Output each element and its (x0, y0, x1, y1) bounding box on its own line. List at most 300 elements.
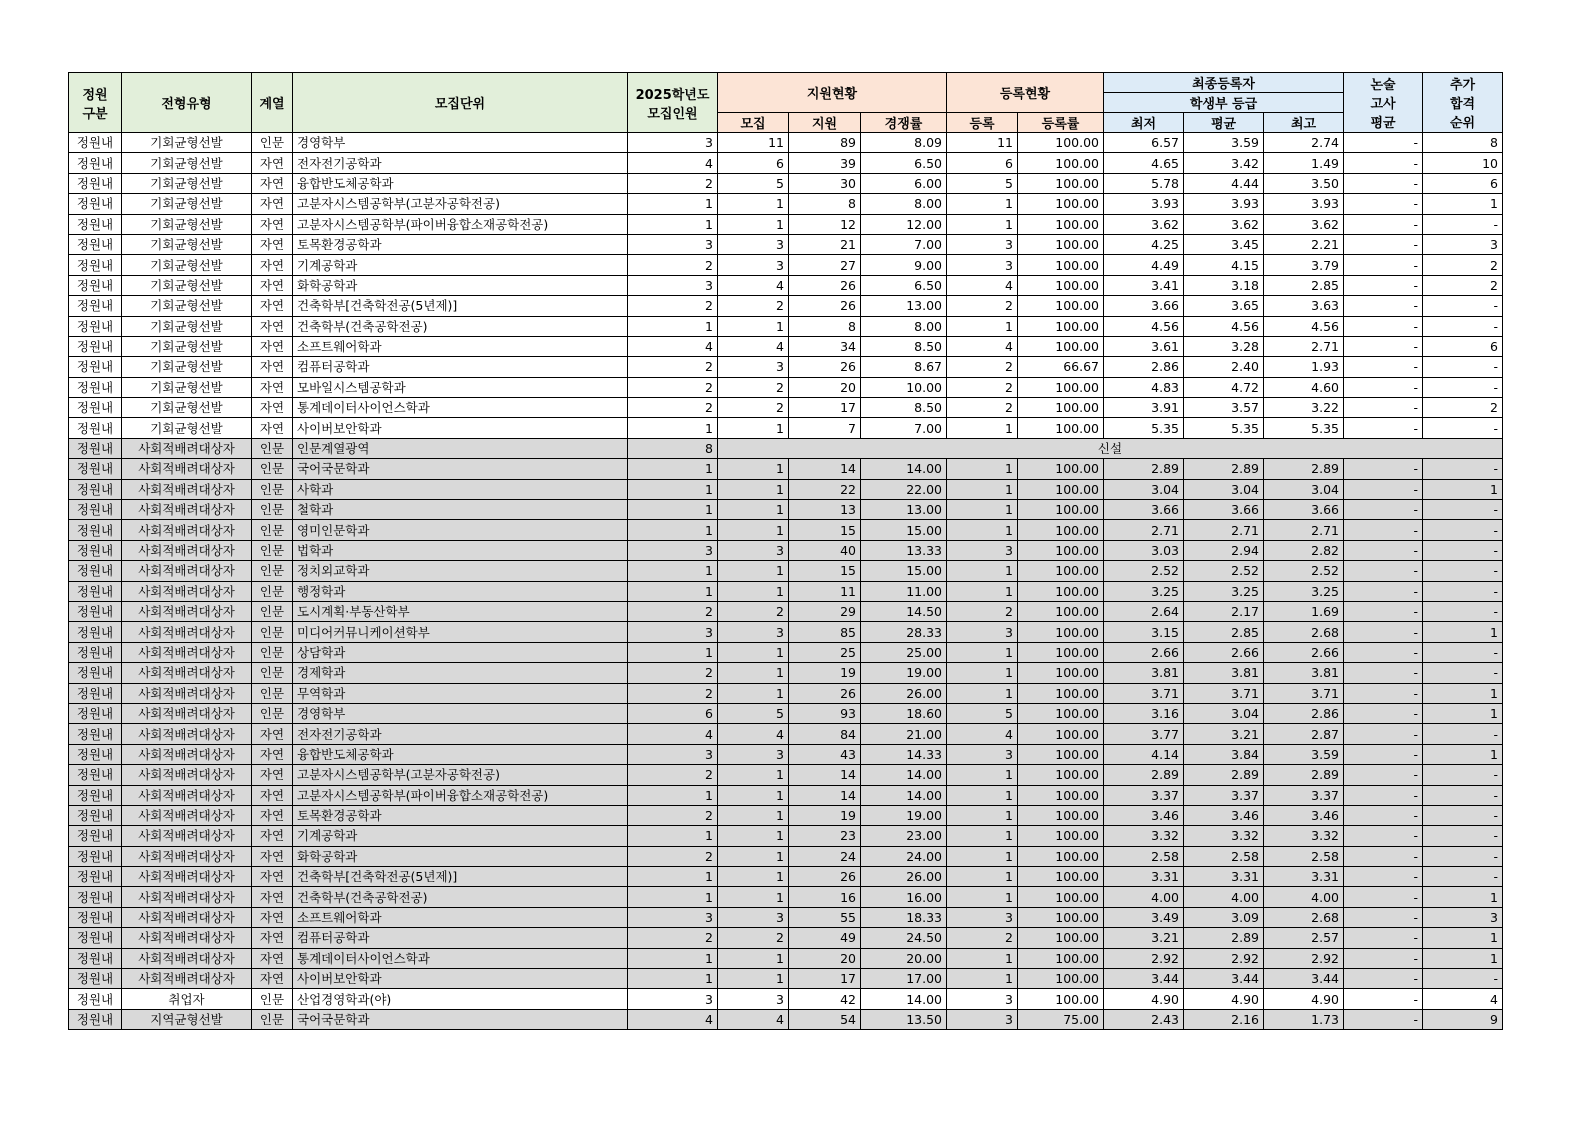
highest-grade-cell: 2.85 (1264, 275, 1344, 295)
track-cell: 자연 (252, 357, 293, 377)
extra-rank-cell: 2 (1423, 398, 1503, 418)
essay-cell: - (1344, 336, 1423, 356)
admission-type-cell: 사회적배려대상자 (122, 581, 252, 601)
registered-cell: 1 (947, 969, 1018, 989)
essay-cell: - (1344, 581, 1423, 601)
reg-rate-cell: 100.00 (1018, 887, 1104, 907)
applicants-cell: 27 (789, 255, 861, 275)
admission-type-cell: 사회적배려대상자 (122, 907, 252, 927)
recruit-cell: 3 (718, 907, 789, 927)
reg-rate-cell: 100.00 (1018, 296, 1104, 316)
registered-cell: 1 (947, 765, 1018, 785)
extra-rank-cell: 6 (1423, 173, 1503, 193)
applicants-cell: 42 (789, 989, 861, 1009)
recruit-cell: 1 (718, 479, 789, 499)
planned-cell: 2 (628, 765, 718, 785)
extra-rank-cell: - (1423, 459, 1503, 479)
average-grade-cell: 4.15 (1184, 255, 1264, 275)
competition-cell: 13.00 (861, 500, 947, 520)
registered-cell: 11 (947, 133, 1018, 153)
highest-grade-cell: 3.93 (1264, 194, 1344, 214)
registered-cell: 2 (947, 296, 1018, 316)
planned-cell: 1 (628, 459, 718, 479)
recruit-cell: 2 (718, 377, 789, 397)
highest-grade-cell: 2.82 (1264, 540, 1344, 560)
applicants-cell: 34 (789, 336, 861, 356)
average-grade-cell: 2.52 (1184, 561, 1264, 581)
header-register-group: 등록현황 (947, 73, 1104, 113)
table-row (69, 398, 1503, 418)
reg-rate-cell: 100.00 (1018, 133, 1104, 153)
lowest-grade-cell: 6.57 (1104, 133, 1184, 153)
table-row (69, 1009, 1503, 1029)
planned-cell: 1 (628, 418, 718, 438)
competition-cell: 28.33 (861, 622, 947, 642)
lowest-grade-cell: 3.91 (1104, 398, 1184, 418)
highest-grade-cell: 2.92 (1264, 948, 1344, 968)
average-grade-cell: 4.90 (1184, 989, 1264, 1009)
highest-grade-cell: 2.89 (1264, 459, 1344, 479)
lowest-grade-cell: 2.89 (1104, 459, 1184, 479)
average-grade-cell: 3.44 (1184, 969, 1264, 989)
quota-cell: 정원내 (69, 275, 122, 295)
lowest-grade-cell: 3.03 (1104, 540, 1184, 560)
applicants-cell: 26 (789, 867, 861, 887)
track-cell: 자연 (252, 846, 293, 866)
planned-cell: 2 (628, 173, 718, 193)
admission-type-cell: 기회균형선발 (122, 377, 252, 397)
applicants-cell: 15 (789, 561, 861, 581)
highest-grade-cell: 1.73 (1264, 1009, 1344, 1029)
track-cell: 자연 (252, 887, 293, 907)
highest-grade-cell: 3.25 (1264, 581, 1344, 601)
quota-cell: 정원내 (69, 581, 122, 601)
unit-cell: 건축학부[건축학전공(5년제)] (293, 296, 628, 316)
planned-cell: 3 (628, 234, 718, 254)
planned-cell: 1 (628, 969, 718, 989)
competition-cell: 14.00 (861, 989, 947, 1009)
unit-cell: 정치외교학과 (293, 561, 628, 581)
average-grade-cell: 3.84 (1184, 744, 1264, 764)
extra-rank-cell: - (1423, 826, 1503, 846)
competition-cell: 14.33 (861, 744, 947, 764)
unit-cell: 법학과 (293, 540, 628, 560)
applicants-cell: 22 (789, 479, 861, 499)
quota-cell: 정원내 (69, 989, 122, 1009)
lowest-grade-cell: 5.78 (1104, 173, 1184, 193)
extra-rank-cell: 3 (1423, 234, 1503, 254)
table-row (69, 459, 1503, 479)
essay-cell: - (1344, 479, 1423, 499)
admission-type-cell: 사회적배려대상자 (122, 744, 252, 764)
extra-rank-cell: - (1423, 520, 1503, 540)
average-grade-cell: 2.16 (1184, 1009, 1264, 1029)
reg-rate-cell: 75.00 (1018, 1009, 1104, 1029)
header-reg-rate: 등록률 (1018, 113, 1104, 133)
reg-rate-cell: 100.00 (1018, 561, 1104, 581)
essay-cell: - (1344, 663, 1423, 683)
essay-cell: - (1344, 194, 1423, 214)
average-grade-cell: 2.66 (1184, 642, 1264, 662)
essay-cell: - (1344, 744, 1423, 764)
admission-type-cell: 기회균형선발 (122, 357, 252, 377)
applicants-cell: 8 (789, 316, 861, 336)
recruit-cell: 2 (718, 601, 789, 621)
recruit-cell: 1 (718, 805, 789, 825)
extra-rank-cell: - (1423, 601, 1503, 621)
quota-cell: 정원내 (69, 173, 122, 193)
track-cell: 자연 (252, 275, 293, 295)
planned-cell: 3 (628, 133, 718, 153)
recruit-cell: 2 (718, 928, 789, 948)
applicants-cell: 25 (789, 642, 861, 662)
competition-cell: 26.00 (861, 867, 947, 887)
lowest-grade-cell: 3.15 (1104, 622, 1184, 642)
highest-grade-cell: 3.71 (1264, 683, 1344, 703)
essay-cell: - (1344, 234, 1423, 254)
essay-cell: - (1344, 296, 1423, 316)
header-quota-type: 정원 구분 (69, 73, 122, 133)
planned-cell: 1 (628, 194, 718, 214)
registered-cell: 1 (947, 785, 1018, 805)
unit-cell: 산업경영학과(야) (293, 989, 628, 1009)
planned-cell: 4 (628, 153, 718, 173)
planned-cell: 1 (628, 479, 718, 499)
lowest-grade-cell: 2.52 (1104, 561, 1184, 581)
essay-cell: - (1344, 826, 1423, 846)
competition-cell: 15.00 (861, 520, 947, 540)
average-grade-cell: 3.04 (1184, 703, 1264, 723)
reg-rate-cell: 100.00 (1018, 459, 1104, 479)
table-row (69, 255, 1503, 275)
quota-cell: 정원내 (69, 928, 122, 948)
lowest-grade-cell: 3.37 (1104, 785, 1184, 805)
essay-cell: - (1344, 398, 1423, 418)
table-row (69, 275, 1503, 295)
track-cell: 자연 (252, 969, 293, 989)
quota-cell: 정원내 (69, 540, 122, 560)
unit-cell: 상담학과 (293, 642, 628, 662)
reg-rate-cell: 100.00 (1018, 601, 1104, 621)
table-row (69, 703, 1503, 723)
admission-type-cell: 사회적배려대상자 (122, 438, 252, 458)
applicants-cell: 26 (789, 296, 861, 316)
lowest-grade-cell: 3.81 (1104, 663, 1184, 683)
average-grade-cell: 4.56 (1184, 316, 1264, 336)
lowest-grade-cell: 2.43 (1104, 1009, 1184, 1029)
extra-rank-cell: - (1423, 316, 1503, 336)
track-cell: 인문 (252, 561, 293, 581)
registered-cell: 5 (947, 173, 1018, 193)
highest-grade-cell: 4.90 (1264, 989, 1344, 1009)
average-grade-cell: 2.89 (1184, 459, 1264, 479)
extra-rank-cell: 3 (1423, 907, 1503, 927)
recruit-cell: 2 (718, 398, 789, 418)
essay-cell: - (1344, 907, 1423, 927)
table-row (69, 744, 1503, 764)
planned-cell: 2 (628, 357, 718, 377)
average-grade-cell: 3.04 (1184, 479, 1264, 499)
reg-rate-cell: 100.00 (1018, 377, 1104, 397)
competition-cell: 19.00 (861, 663, 947, 683)
applicants-cell: 19 (789, 805, 861, 825)
quota-cell: 정원내 (69, 867, 122, 887)
table-row (69, 500, 1503, 520)
competition-cell: 8.50 (861, 336, 947, 356)
registered-cell: 3 (947, 540, 1018, 560)
applicants-cell: 24 (789, 846, 861, 866)
average-grade-cell: 5.35 (1184, 418, 1264, 438)
unit-cell: 철학과 (293, 500, 628, 520)
extra-rank-cell: 10 (1423, 153, 1503, 173)
highest-grade-cell: 2.21 (1264, 234, 1344, 254)
average-grade-cell: 3.45 (1184, 234, 1264, 254)
quota-cell: 정원내 (69, 907, 122, 927)
highest-grade-cell: 3.62 (1264, 214, 1344, 234)
registered-cell: 1 (947, 479, 1018, 499)
registered-cell: 3 (947, 989, 1018, 1009)
reg-rate-cell: 100.00 (1018, 418, 1104, 438)
planned-cell: 1 (628, 561, 718, 581)
admission-type-cell: 기회균형선발 (122, 336, 252, 356)
unit-cell: 토목환경공학과 (293, 234, 628, 254)
planned-cell: 3 (628, 989, 718, 1009)
quota-cell: 정원내 (69, 703, 122, 723)
registered-cell: 5 (947, 703, 1018, 723)
essay-cell: - (1344, 601, 1423, 621)
header-track: 계열 (252, 73, 293, 133)
competition-cell: 14.00 (861, 785, 947, 805)
highest-grade-cell: 2.86 (1264, 703, 1344, 723)
reg-rate-cell: 100.00 (1018, 785, 1104, 805)
admission-type-cell: 기회균형선발 (122, 133, 252, 153)
competition-cell: 24.50 (861, 928, 947, 948)
unit-cell: 고분자시스템공학부(고분자공학전공) (293, 194, 628, 214)
recruit-cell: 1 (718, 948, 789, 968)
lowest-grade-cell: 3.61 (1104, 336, 1184, 356)
essay-cell: - (1344, 724, 1423, 744)
planned-cell: 4 (628, 336, 718, 356)
average-grade-cell: 2.40 (1184, 357, 1264, 377)
unit-cell: 컴퓨터공학과 (293, 928, 628, 948)
reg-rate-cell: 100.00 (1018, 520, 1104, 540)
average-grade-cell: 3.25 (1184, 581, 1264, 601)
quota-cell: 정원내 (69, 765, 122, 785)
unit-cell: 영미인문학과 (293, 520, 628, 540)
quota-cell: 정원내 (69, 1009, 122, 1029)
competition-cell: 8.50 (861, 398, 947, 418)
admission-type-cell: 기회균형선발 (122, 275, 252, 295)
lowest-grade-cell: 3.71 (1104, 683, 1184, 703)
lowest-grade-cell: 4.49 (1104, 255, 1184, 275)
registered-cell: 1 (947, 194, 1018, 214)
planned-cell: 6 (628, 703, 718, 723)
track-cell: 자연 (252, 744, 293, 764)
reg-rate-cell: 100.00 (1018, 500, 1104, 520)
table-row (69, 133, 1503, 153)
essay-cell: - (1344, 1009, 1423, 1029)
registered-cell: 1 (947, 826, 1018, 846)
registered-cell: 1 (947, 520, 1018, 540)
average-grade-cell: 3.32 (1184, 826, 1264, 846)
extra-rank-cell: - (1423, 377, 1503, 397)
applicants-cell: 21 (789, 234, 861, 254)
extra-rank-cell: 6 (1423, 336, 1503, 356)
registered-cell: 1 (947, 846, 1018, 866)
essay-cell: - (1344, 846, 1423, 866)
planned-cell: 3 (628, 622, 718, 642)
registered-cell: 1 (947, 663, 1018, 683)
quota-cell: 정원내 (69, 785, 122, 805)
recruit-cell: 4 (718, 336, 789, 356)
highest-grade-cell: 2.89 (1264, 765, 1344, 785)
average-grade-cell: 2.85 (1184, 622, 1264, 642)
quota-cell: 정원내 (69, 296, 122, 316)
planned-cell: 2 (628, 255, 718, 275)
competition-cell: 7.00 (861, 418, 947, 438)
recruit-cell: 1 (718, 194, 789, 214)
applicants-cell: 89 (789, 133, 861, 153)
essay-cell: - (1344, 887, 1423, 907)
admission-type-cell: 사회적배려대상자 (122, 561, 252, 581)
reg-rate-cell: 100.00 (1018, 867, 1104, 887)
quota-cell: 정원내 (69, 398, 122, 418)
extra-rank-cell: 1 (1423, 622, 1503, 642)
average-grade-cell: 4.72 (1184, 377, 1264, 397)
average-grade-cell: 3.93 (1184, 194, 1264, 214)
essay-cell: - (1344, 765, 1423, 785)
track-cell: 인문 (252, 459, 293, 479)
registered-cell: 2 (947, 601, 1018, 621)
reg-rate-cell: 100.00 (1018, 805, 1104, 825)
unit-cell: 건축학부(건축공학전공) (293, 887, 628, 907)
applicants-cell: 7 (789, 418, 861, 438)
recruit-cell: 1 (718, 785, 789, 805)
highest-grade-cell: 3.63 (1264, 296, 1344, 316)
competition-cell: 9.00 (861, 255, 947, 275)
reg-rate-cell: 100.00 (1018, 540, 1104, 560)
planned-cell: 3 (628, 744, 718, 764)
recruit-cell: 4 (718, 1009, 789, 1029)
planned-cell: 4 (628, 724, 718, 744)
extra-rank-cell: - (1423, 663, 1503, 683)
quota-cell: 정원내 (69, 377, 122, 397)
registered-cell: 6 (947, 153, 1018, 173)
reg-rate-cell: 100.00 (1018, 255, 1104, 275)
registered-cell: 1 (947, 887, 1018, 907)
table-row (69, 805, 1503, 825)
track-cell: 인문 (252, 520, 293, 540)
essay-cell: - (1344, 418, 1423, 438)
admission-type-cell: 사회적배려대상자 (122, 663, 252, 683)
table-row (69, 622, 1503, 642)
planned-cell: 3 (628, 907, 718, 927)
unit-cell: 인문계열광역 (293, 438, 628, 458)
admission-type-cell: 기회균형선발 (122, 234, 252, 254)
extra-rank-cell: 1 (1423, 479, 1503, 499)
average-grade-cell: 3.09 (1184, 907, 1264, 927)
extra-rank-cell: 1 (1423, 948, 1503, 968)
essay-cell: - (1344, 561, 1423, 581)
highest-grade-cell: 2.71 (1264, 520, 1344, 540)
essay-cell: - (1344, 989, 1423, 1009)
highest-grade-cell: 5.35 (1264, 418, 1344, 438)
table-row (69, 296, 1503, 316)
unit-cell: 미디어커뮤니케이션학부 (293, 622, 628, 642)
track-cell: 자연 (252, 255, 293, 275)
quota-cell: 정원내 (69, 826, 122, 846)
planned-cell: 1 (628, 785, 718, 805)
applicants-cell: 13 (789, 500, 861, 520)
applicants-cell: 43 (789, 744, 861, 764)
table-row (69, 153, 1503, 173)
competition-cell: 10.00 (861, 377, 947, 397)
reg-rate-cell: 100.00 (1018, 153, 1104, 173)
extra-rank-cell: - (1423, 357, 1503, 377)
competition-cell: 26.00 (861, 683, 947, 703)
unit-cell: 경영학부 (293, 133, 628, 153)
essay-cell: - (1344, 642, 1423, 662)
extra-rank-cell: 1 (1423, 928, 1503, 948)
competition-cell: 6.00 (861, 173, 947, 193)
extra-rank-cell: 1 (1423, 194, 1503, 214)
unit-cell: 소프트웨어학과 (293, 907, 628, 927)
highest-grade-cell: 2.87 (1264, 724, 1344, 744)
competition-cell: 14.00 (861, 765, 947, 785)
quota-cell: 정원내 (69, 500, 122, 520)
reg-rate-cell: 100.00 (1018, 683, 1104, 703)
track-cell: 자연 (252, 867, 293, 887)
table-row (69, 907, 1503, 927)
competition-cell: 13.33 (861, 540, 947, 560)
reg-rate-cell: 100.00 (1018, 663, 1104, 683)
table-row (69, 540, 1503, 560)
admission-type-cell: 사회적배려대상자 (122, 887, 252, 907)
unit-cell: 경영학부 (293, 703, 628, 723)
reg-rate-cell: 100.00 (1018, 989, 1104, 1009)
unit-cell: 기계공학과 (293, 826, 628, 846)
lowest-grade-cell: 3.04 (1104, 479, 1184, 499)
planned-cell: 2 (628, 805, 718, 825)
competition-cell: 6.50 (861, 275, 947, 295)
applicants-cell: 17 (789, 969, 861, 989)
essay-cell: - (1344, 683, 1423, 703)
table-row (69, 336, 1503, 356)
reg-rate-cell: 100.00 (1018, 622, 1104, 642)
applicants-cell: 26 (789, 683, 861, 703)
unit-cell: 융합반도체공학과 (293, 173, 628, 193)
quota-cell: 정원내 (69, 622, 122, 642)
average-grade-cell: 2.92 (1184, 948, 1264, 968)
planned-cell: 3 (628, 540, 718, 560)
competition-cell: 14.00 (861, 459, 947, 479)
header-grade-group: 학생부 등급 (1104, 93, 1344, 113)
applicants-cell: 23 (789, 826, 861, 846)
applicants-cell: 84 (789, 724, 861, 744)
extra-rank-cell: - (1423, 561, 1503, 581)
track-cell: 자연 (252, 765, 293, 785)
extra-rank-cell: - (1423, 500, 1503, 520)
quota-cell: 정원내 (69, 316, 122, 336)
table-row (69, 969, 1503, 989)
essay-cell: - (1344, 214, 1423, 234)
registered-cell: 2 (947, 357, 1018, 377)
reg-rate-cell: 100.00 (1018, 234, 1104, 254)
table-row (69, 846, 1503, 866)
extra-rank-cell: - (1423, 581, 1503, 601)
table-row (69, 173, 1503, 193)
unit-cell: 행정학과 (293, 581, 628, 601)
